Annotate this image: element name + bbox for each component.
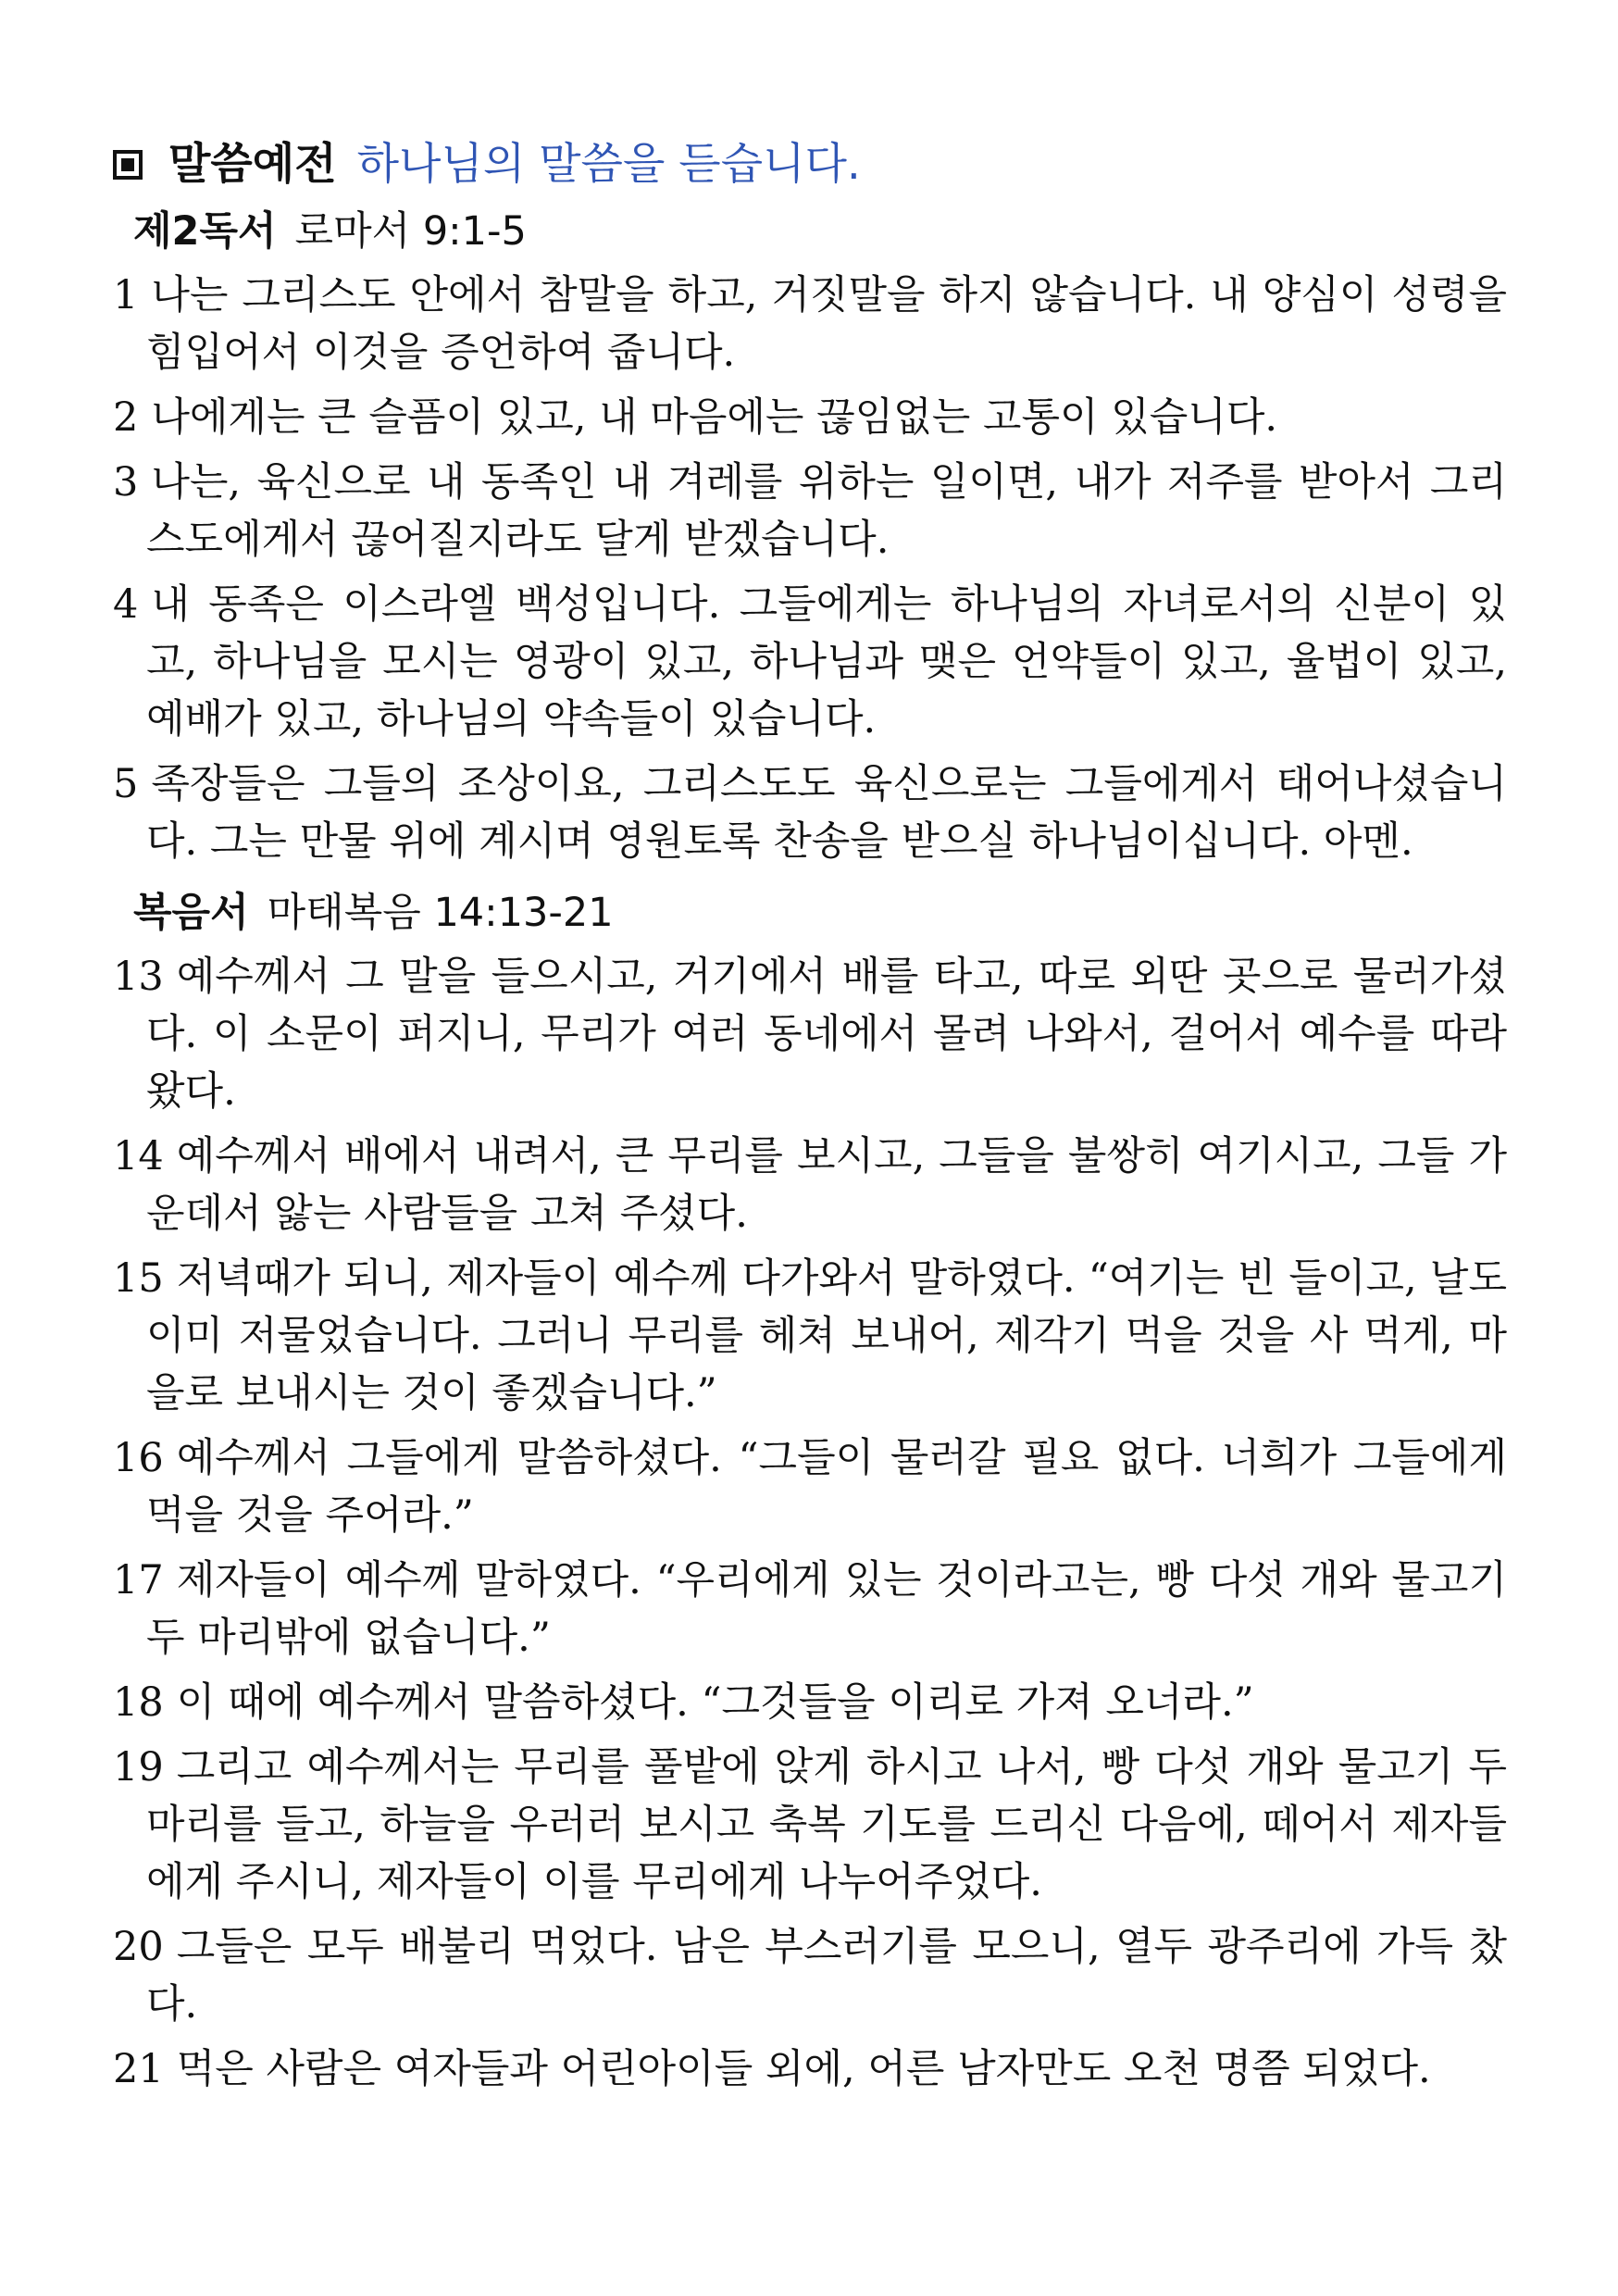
- verse-text: 그들은 모두 배불리 먹었다. 남은 부스러기를 모으니, 열두 광주리에 가득 찼다.: [146, 1923, 1507, 2028]
- verse: [113, 2040, 1507, 2098]
- verse: [113, 267, 1507, 381]
- verse-number: 4: [113, 581, 139, 629]
- verse-text: 예수께서 그 말을 들으시고, 거기에서 배를 타고, 따로 외딴 곳으로 물러가셨다. 이 소문이 퍼지니, 무리가 여러 동네에서 몰려 나와서, 걸어서 예수를 따라왔다.: [146, 953, 1507, 1115]
- verse-text: 내 동족은 이스라엘 백성입니다. 그들에게는 하나님의 자녀로서의 신분이 있고, 하나님을 모시는 영광이 있고, 하나님과 맺은 언약들이 있고, 율법이 있고, 예배가 있고, 하나님의 약속들이 있습니다.: [146, 581, 1507, 743]
- verse: [113, 454, 1507, 568]
- verse-text: 족장들은 그들의 조상이요, 그리스도도 육신으로는 그들에게서 태어나셨습니다. 그는 만물 위에 계시며 영원토록 찬송을 받으실 하나님이십니다. 아멘.: [146, 761, 1507, 866]
- verse-text: 나에게는 큰 슬픔이 있고, 내 마음에는 끊임없는 고통이 있습니다.: [151, 394, 1278, 442]
- verse: [113, 948, 1507, 1120]
- verse: [113, 1552, 1507, 1666]
- verse-number: 20: [113, 1923, 164, 1970]
- verse-text: 그리고 예수께서는 무리를 풀밭에 앉게 하시고 나서, 빵 다섯 개와 물고기 두 마리를 들고, 하늘을 우러러 보시고 축복 기도를 드리신 다음에, 떼어서 제자들에게 주시니, 제자들이 이를 무리에게 나누어주었다.: [146, 1743, 1507, 1905]
- verse-number: 3: [113, 459, 139, 506]
- document-page: [113, 139, 1507, 2105]
- reading1-header: [113, 207, 1507, 257]
- verse-number: 19: [113, 1743, 164, 1791]
- verse-number: 18: [113, 1678, 164, 1726]
- reading2-header: [113, 889, 1507, 939]
- verse-text: 나는 그리스도 안에서 참말을 하고, 거짓말을 하지 않습니다. 내 양심이 성령을 힘입어서 이것을 증언하여 줍니다.: [146, 272, 1507, 377]
- verse: [113, 1429, 1507, 1544]
- spacer: [113, 878, 1507, 889]
- reading2-reference: 마태복음 14:13-21: [267, 890, 614, 937]
- verse: [113, 389, 1507, 446]
- verse-text: 나는, 육신으로 내 동족인 내 겨레를 위하는 일이면, 내가 저주를 받아서 그리스도에게서 끊어질지라도 달게 받겠습니다.: [146, 459, 1507, 564]
- square-bullet-icon: [113, 150, 143, 180]
- verse: [113, 1250, 1507, 1422]
- reading1-label: 제2독서: [133, 208, 277, 256]
- verse-number: 2: [113, 394, 139, 442]
- verse-number: 21: [113, 2045, 164, 2092]
- verse-text: 저녁때가 되니, 제자들이 예수께 다가와서 말하였다. “여기는 빈 들이고, 날도 이미 저물었습니다. 그러니 무리를 헤쳐 보내어, 제각기 먹을 것을 사 먹게, 마을로 보내시는 것이 좋겠습니다.”: [146, 1254, 1507, 1416]
- verse-text: 이 때에 예수께서 말씀하셨다. “그것들을 이리로 가져 오너라.”: [176, 1678, 1254, 1726]
- verse: [113, 755, 1507, 870]
- verse: [113, 576, 1507, 748]
- verse-number: 15: [113, 1254, 164, 1302]
- section-title: 말씀예전: [168, 139, 337, 190]
- reading1-verses: [113, 267, 1507, 870]
- verse-number: 5: [113, 761, 139, 808]
- verse-text: 예수께서 그들에게 말씀하셨다. “그들이 물러갈 필요 없다. 너희가 그들에게 먹을 것을 주어라.”: [146, 1434, 1507, 1539]
- section-subtitle: 하나님의 말씀을 듣습니다.: [356, 139, 861, 190]
- verse-number: 17: [113, 1556, 164, 1603]
- reading2-verses: [113, 948, 1507, 2098]
- reading2-label: 복음서: [133, 890, 249, 937]
- section-header: [113, 139, 1507, 191]
- verse-number: 14: [113, 1132, 164, 1179]
- verse-text: 제자들이 예수께 말하였다. “우리에게 있는 것이라고는, 빵 다섯 개와 물고기 두 마리밖에 없습니다.”: [146, 1556, 1507, 1661]
- verse-text: 먹은 사람은 여자들과 어린아이들 외에, 어른 남자만도 오천 명쯤 되었다.: [176, 2045, 1431, 2092]
- verse: [113, 1918, 1507, 2033]
- verse-number: 16: [113, 1434, 164, 1481]
- reading1-reference: 로마서 9:1-5: [294, 208, 527, 256]
- verse: [113, 1674, 1507, 1731]
- verse-number: 1: [113, 272, 139, 319]
- verse-text: 예수께서 배에서 내려서, 큰 무리를 보시고, 그들을 불쌍히 여기시고, 그들 가운데서 앓는 사람들을 고쳐 주셨다.: [146, 1132, 1507, 1237]
- verse: [113, 1739, 1507, 1911]
- verse: [113, 1128, 1507, 1242]
- verse-number: 13: [113, 953, 164, 1000]
